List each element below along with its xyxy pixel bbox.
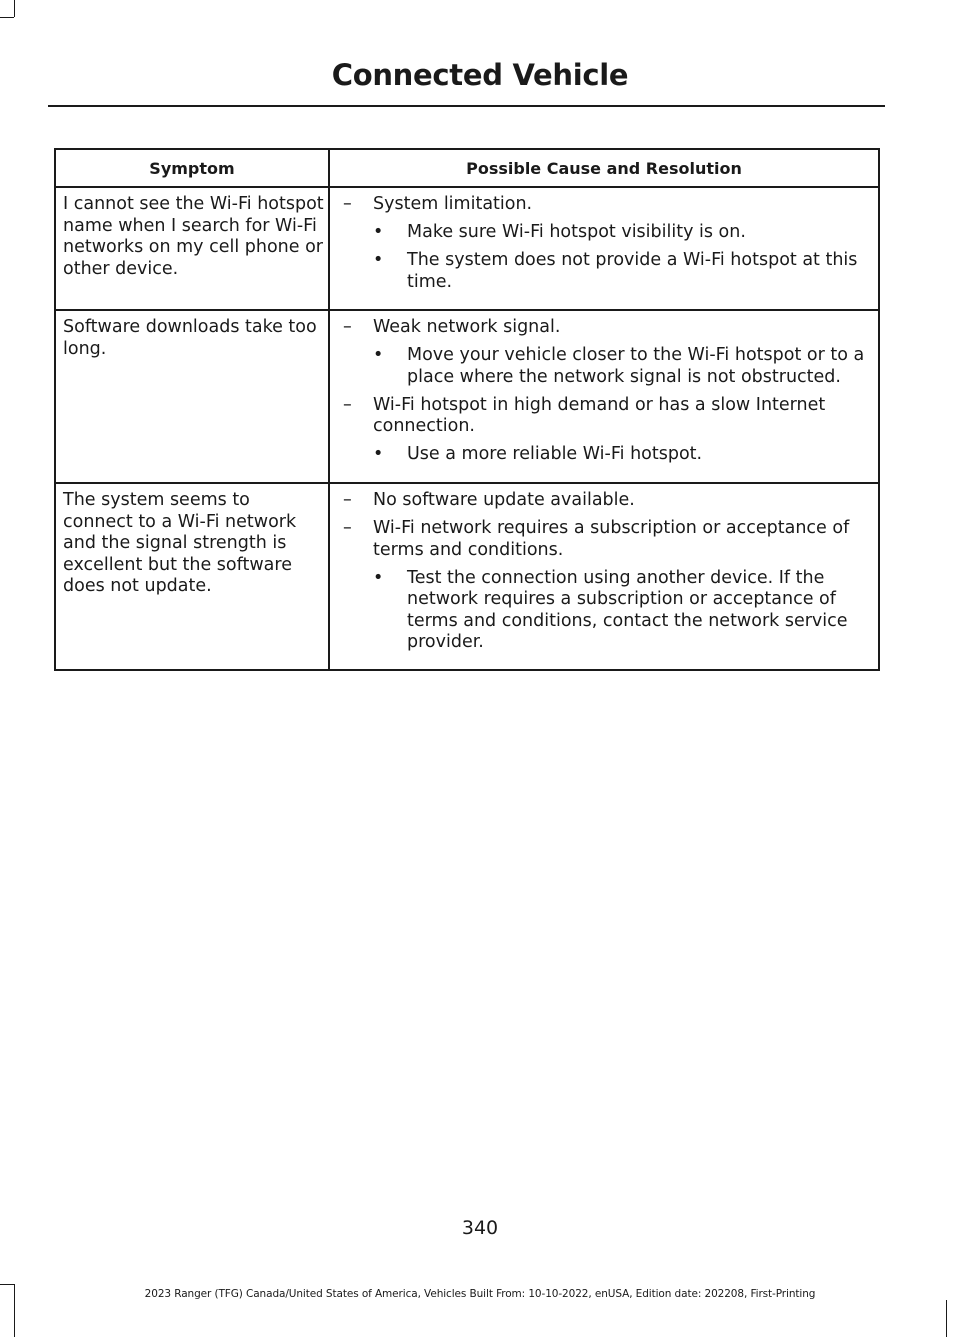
dash-marker: – (343, 490, 352, 510)
page-title: Connected Vehicle (331, 58, 629, 92)
table-row (55, 187, 879, 310)
action-text: Make sure Wi-Fi hotspot visibility is on. (407, 222, 746, 242)
cause-item (343, 317, 874, 339)
action-item (373, 345, 874, 388)
cause-text: Wi-Fi hotspot in high demand or has a slow Internet connection. (373, 394, 826, 436)
crop-mark (14, 0, 15, 17)
cause-cell (329, 483, 879, 670)
dash-marker: – (343, 194, 352, 214)
cause-text: No software update available. (373, 490, 635, 510)
dash-marker: – (343, 394, 352, 415)
bullet-marker: • (373, 222, 384, 242)
cause-item (343, 518, 874, 561)
action-text: The system does not provide a Wi-Fi hotspot at this time. (407, 250, 858, 292)
action-item (373, 250, 874, 293)
action-text: Test the connection using another device. If the network requires a subscription or acceptance of terms and conditions, contact the network service provider. (407, 567, 848, 652)
crop-mark (946, 1300, 947, 1337)
dash-marker: – (343, 317, 352, 337)
table-row (55, 310, 879, 483)
action-text: Use a more reliable Wi-Fi hotspot. (407, 444, 703, 464)
bullet-marker: • (373, 345, 384, 365)
crop-mark (0, 1284, 14, 1285)
footer-text: 2023 Ranger (TFG) Canada/United States of America, Vehicles Built From: 10-10-2022, enUSA, Edition date: 202208, First-Printing (144, 1288, 816, 1300)
symptom-cell: The system seems to connect to a Wi-Fi network and the signal strength is excellent but the software does not update. (55, 483, 329, 670)
page-number: 340 (461, 1217, 499, 1239)
bullet-marker: • (373, 444, 384, 464)
symptom-cell: I cannot see the Wi-Fi hotspot name when I search for Wi-Fi networks on my cell phone or other device. (55, 187, 329, 310)
cause-cell (329, 187, 879, 310)
troubleshooting-table (54, 148, 880, 671)
dash-marker: – (343, 518, 352, 538)
cause-cell (329, 310, 879, 483)
cause-item (343, 194, 874, 216)
column-header-symptom: Symptom (55, 149, 329, 187)
cause-text: Weak network signal. (373, 317, 561, 337)
cause-item (343, 490, 874, 512)
table-row (55, 483, 879, 670)
action-item (373, 222, 874, 244)
action-item (373, 444, 874, 466)
cause-text: System limitation. (373, 194, 533, 214)
action-item (373, 568, 874, 654)
bullet-marker: • (373, 567, 384, 588)
table-header-row (55, 149, 879, 187)
cause-text: Wi-Fi network requires a subscription or acceptance of terms and conditions. (373, 518, 850, 560)
column-header-cause: Possible Cause and Resolution (329, 149, 879, 187)
bullet-marker: • (373, 250, 384, 270)
cause-item (343, 395, 874, 438)
action-text: Move your vehicle closer to the Wi-Fi hotspot or to a place where the network signal is not obstructed. (407, 345, 865, 387)
header-rule (48, 105, 885, 107)
crop-mark (0, 17, 14, 18)
symptom-cell: Software downloads take too long. (55, 310, 329, 483)
